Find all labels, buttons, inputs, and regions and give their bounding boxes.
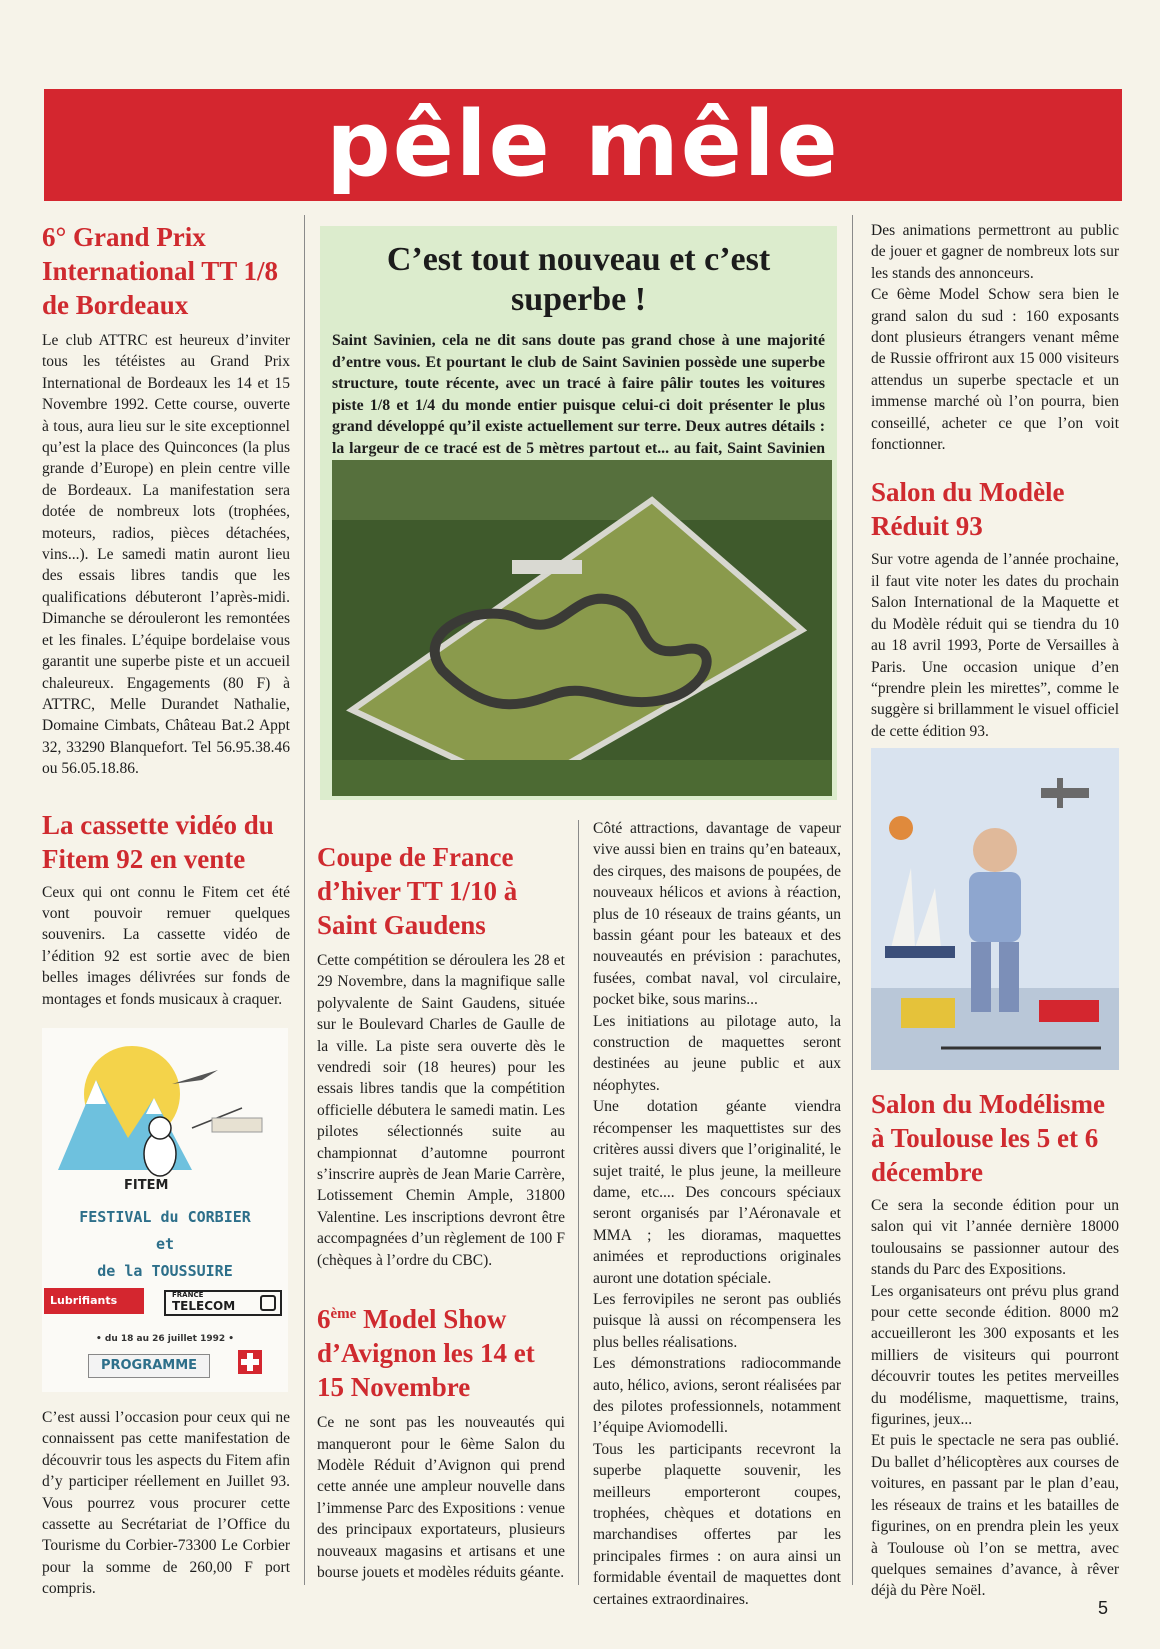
plane-icon xyxy=(1041,788,1089,798)
poster-festival-line3: de la TOUSSUIRE xyxy=(97,1262,233,1280)
column-divider xyxy=(578,820,579,1585)
column-4-continued xyxy=(871,1087,1119,1602)
balloon-icon xyxy=(889,816,913,840)
poster-festival-line2: et xyxy=(155,1235,175,1253)
headline-model-show-num: 6 xyxy=(317,1304,331,1335)
article-toulouse-paragraph: Les organisateurs ont prévu plus grand pour cette seconde édition. 8000 m2 accueilleront les 300 exposants et les milliers de visiteurs qui pourront découvrir toutes les petites merveilles du modélisme, maquettisme, trains, figurines, jeux... xyxy=(871,1282,1119,1429)
poster-sponsor-lubrifiants: Lubrifiants xyxy=(44,1288,144,1314)
poster-sponsor-telecom-top: FRANCE xyxy=(172,1291,204,1299)
column-2 xyxy=(317,840,565,1583)
col3-paragraph: Les démonstrations radiocommande auto, hélico, avions, seront réalisées par des pilotes professionnels, notamment l’équipe Aviomodelli. xyxy=(593,1355,841,1437)
section-title: pêle mêle xyxy=(326,92,840,197)
race-car-icon xyxy=(1039,1000,1099,1022)
headline-model-show-text: Model Show d’Avignon les 14 et 15 Novembre xyxy=(317,1304,535,1403)
article-toulouse-paragraph: Ce sera la seconde édition pour un salon qui vit l’année dernière 18000 toulousains se passionner autour des stands du Parc des Expositions. xyxy=(871,1197,1119,1279)
article-model-show-text: Ce ne sont pas les nouveautés qui manqueront pour le 6ème Salon du Modèle Réduit d’Avignon qui prend cette année une ampleur nouvelle dans l’immense Parc des Expositions : venue des principaux exportateurs, plusieurs nouveaux magasins et artisans et une bourse jouets et modèles réduits géante. xyxy=(317,1414,565,1581)
truck-icon xyxy=(901,998,955,1028)
headline-coupe-de-france: Coupe de France d’hiver TT 1/10 à Saint Gaudens xyxy=(317,842,518,940)
race-track-photo xyxy=(332,460,832,796)
feature-headline: C’est tout nouveau et c’est superbe ! xyxy=(386,241,771,318)
poster-sponsor-telecom-box xyxy=(164,1290,282,1316)
headline-grand-prix: 6° Grand Prix International TT 1/8 de Bordeaux xyxy=(42,222,279,320)
man-head-icon xyxy=(973,828,1017,872)
article-grand-prix-text: Le club ATTRC est heureux d’inviter tous les tétéistes au Grand Prix International de Bordeaux les 14 et 15 Novembre 1992. Cette course, ouverte à tous, aura lieu sur le site exceptionnel qu’est la place des Quinconces (la plus grande d’Europe) en plein centre ville de Bordeaux. La manifestation sera dotée de nombreux lots (trophées, moteurs, radios, pièces détachées, vins...). Le samedi matin auront lieu des essais libres tandis que les qualifications débuteront l’après-midi. Dimanche se dérouleront les remontées et les finales. L’équipe bordelaise vous garantit une superbe piste et un accueil chaleureux. Engagements (80 F) à ATTRC, Melle Durandet Nathalie, Domaine Cimbats, Château Bat.2 Appt 32, 33290 Blanquefort. Tel 56.95.38.46 ou 56.05.18.86. xyxy=(42,332,290,778)
headline-cassette: La cassette vidéo du Fitem 92 en vente xyxy=(42,809,274,874)
col3-paragraph: Tous les participants recevront la superbe plaquette souvenir, les meilleurs emporteront coupes, trophées, chèques et dotations en marchandises offertes par les principales firmes : on aura ainsi un formidable éventail de maquettes dont certaines extraordinaires. xyxy=(593,1440,841,1608)
article-toulouse-paragraph: Et puis le spectacle ne sera pas oublié. Du ballet d’hélicoptères aux courses de voitures, en passant par le plan d’eau, les réseaux de trains et les batailles de figurines, on en prendra plein les yeux à Toulouse où l’on se mettra, avec quelques semaines d’avance, à rêver déjà du Père Noël. xyxy=(871,1432,1119,1600)
poster-programme: PROGRAMME xyxy=(88,1354,210,1378)
article-cassette-text-continued: C’est aussi l’occasion pour ceux qui ne connaissent pas cette manifestation de découvrir tous les aspects du Fitem afin d’y participer réellement en Juillet 93. Vous pourrez vous procurer cette cassette au Secrétariat de l’Office du Tourisme du Corbier-73300 Le Corbier pour la somme de 260,00 F port compris. xyxy=(42,1409,290,1598)
headline-salon-modele-reduit: Salon du Modèle Réduit 93 xyxy=(871,477,1065,542)
feature-text: Saint Savinien, cela ne dit sans doute pas grand chose à une majorité d’entre vous. Et pourtant le club de Saint Savinien possède une superbe structure, toute récente, avec un tracé à faire pâlir toutes les voitures piste 1/8 et 1/4 du monde entier puisque celui-ci doit présenter le plus grand développé qu’il existe actuellement sur terre. Deux autres détails : la largeur de ce tracé est de 5 mètres partout et... au fait, Saint Savinien xyxy=(332,332,825,457)
col4-intro-paragraph: Des animations permettront au public de jouer et gagner de nombreux lots sur les stands des annonceurs. xyxy=(871,222,1119,282)
poster-dates: • du 18 au 26 juillet 1992 • xyxy=(95,1334,235,1344)
headline-model-show-sup: ème xyxy=(330,1306,357,1323)
phone-icon xyxy=(260,1295,276,1311)
salon-poster xyxy=(871,748,1119,1070)
column-4 xyxy=(871,220,1119,742)
poster-fitem-label: FITEM xyxy=(124,1178,169,1193)
man-body-icon xyxy=(969,872,1021,942)
savoie-cross-icon xyxy=(238,1350,262,1374)
col3-paragraph: Côté attractions, davantage de vapeur vive aussi bien en trains qu’en bateaux, des cirques, des maisons de poupées, de nouveaux hélicos et avions à réaction, plus de 10 réseaux de trains géants, un bassin géant pour les bateaux et des nouveautés en prévision : parachutes, fusées, combat naval, vol circulaire, pocket bike, sous marins... xyxy=(593,820,841,1009)
column-1-continued xyxy=(42,1407,290,1600)
article-cassette-text: Ceux qui ont connu le Fitem cet été vont pouvoir remuer quelques souvenirs. La cassette vidéo de l’édition 92 est sortie avec de bien belles images délivrées sur fonds de montages et fonds musicaux à craquer. xyxy=(42,883,290,1008)
page-number: 5 xyxy=(1098,1598,1109,1618)
article-salon-modele-text: Sur votre agenda de l’année prochaine, il faut vite noter les dates du prochain Salon International de la Maquette et du Modèle réduit qui se tiendra du 10 au 18 avril 1993, Porte de Versailles à Paris. Une occasion unique d’en “prendre plein les mirettes”, comme le suggère si brillamment le visuel officiel de cette édition 93. xyxy=(871,551,1119,740)
poster-sponsor-telecom: TELECOM xyxy=(172,1299,236,1313)
poster-festival-line1: FESTIVAL du CORBIER xyxy=(79,1208,251,1226)
salon-poster-illustration xyxy=(871,748,1119,1070)
column-divider xyxy=(852,215,853,1585)
race-track-illustration xyxy=(332,460,832,796)
column-1 xyxy=(42,220,290,1010)
column-divider xyxy=(304,215,305,1585)
headline-salon-toulouse: Salon du Modélisme à Toulouse les 5 et 6 décembre xyxy=(871,1089,1106,1187)
article-coupe-text: Cette compétition se déroulera les 28 et 29 Novembre, dans la magnifique salle polyvalente de Saint Gaudens, située sur le Boulevard Charles de Gaulle de la ville. La piste sera ouverte dès le vendredi soir (18 heures) pour les essais libres tandis que la compétition officielle débutera le samedi matin. Les pilotes sélectionnés suite au championnat d’automne pourront s’inscrire auprès de Jean Marie Carrère, Lotissement Chemin Ample, 31800 Valentine. Les inscriptions devront être accompagnées d’un règlement de 100 F (chèques à l’ordre du CBC). xyxy=(317,952,565,1269)
col4-intro-paragraph: Ce 6ème Model Schow sera bien le grand salon du sud : 160 exposants dont plusieurs étrangers venant même de Russie offriront aux 15 000 visiteurs attendus un superbe spectacle et un immense marché où l’on pourra, bien conseillé, acheter ce que l’on voit fonctionner. xyxy=(871,286,1119,454)
fitem-poster xyxy=(42,1028,288,1392)
column-3 xyxy=(593,818,841,1610)
section-banner xyxy=(44,89,1122,201)
col3-paragraph: Les ferrovipiles ne seront pas oubliés puisque là aussi on récompensera les plus belles réalisations. xyxy=(593,1290,841,1351)
col3-paragraph: Une dotation géante viendra récompenser les maquettistes sur des critères aussi divers que l’originalité, le sujet traité, le plus jeune, la meilleure dame, etc.... Des concours spéciaux seront organisés par l’Aéronavale et MMA ; les dioramas, maquettes animées et reproductions originales auront une dotation spéciale. xyxy=(593,1098,841,1287)
headline-model-show xyxy=(317,1297,565,1404)
col3-paragraph: Les initiations au pilotage auto, la construction de maquettes seront destinées au jeune public et aux néophytes. xyxy=(593,1012,841,1094)
